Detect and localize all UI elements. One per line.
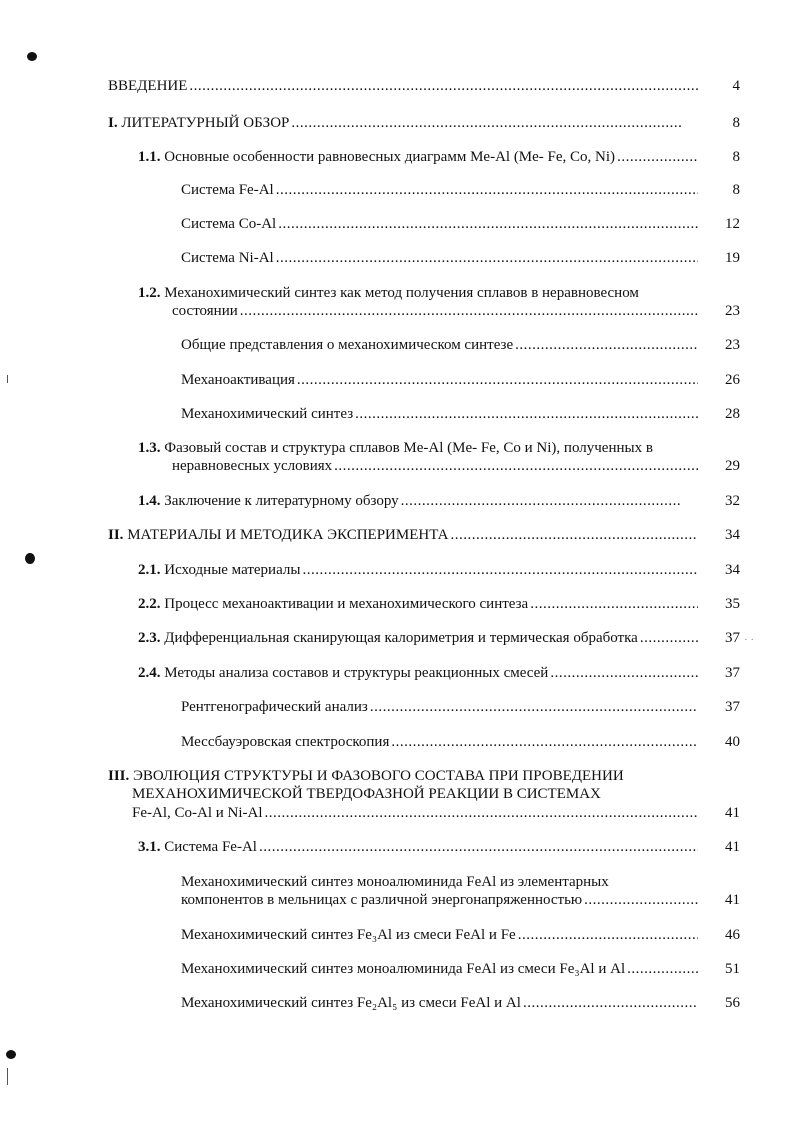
toc-entry-ni-al[interactable] (181, 249, 700, 267)
toc-entry-number: 1.3. (138, 440, 161, 456)
toc-entry-number: I. (108, 115, 118, 131)
toc-entry-1-2-cont[interactable] (172, 302, 700, 320)
toc-entry-title: Исходные материалы (164, 562, 301, 578)
toc-entry-page: 12 (725, 216, 740, 232)
toc-entry-title: Механоактивация (181, 372, 295, 388)
toc-entry-title: ЭВОЛЮЦИЯ СТРУКТУРЫ И ФАЗОВОГО СОСТАВА ПРИ ПРОВЕДЕНИИ (133, 768, 624, 784)
toc-entry-page: 19 (725, 250, 740, 266)
toc-entry-title: Рентгенографический анализ (181, 699, 368, 715)
toc-entry-ch2[interactable] (108, 526, 700, 544)
leader-dots (297, 371, 698, 389)
leader-dots (518, 926, 698, 944)
toc-entry-fe2al5[interactable] (181, 994, 700, 1012)
toc-entry-page: 34 (725, 562, 740, 578)
toc-entry-title-cont: неравновесных условиях (172, 458, 333, 474)
toc-entry-feal-elements[interactable] (181, 873, 609, 891)
toc-entry-title: Механохимический синтез моноалюминида FeAl из элементарных (181, 874, 609, 890)
toc-entry-page: 29 (725, 458, 740, 474)
toc-entry-1-1[interactable] (138, 148, 700, 166)
toc-entry-page: 34 (725, 527, 740, 543)
toc-entry-page: 8 (732, 182, 740, 198)
toc-entry-number: III. (108, 768, 130, 784)
toc-entry-title: Механохимический синтез как метод получения сплавов в неравновесном (164, 285, 639, 301)
scan-mark-top (27, 52, 37, 61)
toc-entry-number: 1.2. (138, 285, 161, 301)
toc-entry-title: Система Fe-Al (164, 839, 257, 855)
toc-entry-page: 23 (725, 303, 740, 319)
toc-entry-title: Система Ni-Al (181, 250, 274, 266)
scan-line-bottom (7, 1068, 8, 1085)
toc-entry-number: 2.4. (138, 665, 161, 681)
leader-dots (291, 114, 682, 132)
toc-entry-title: Мессбауэровская спектроскопия (181, 734, 390, 750)
leader-dots (523, 994, 698, 1012)
leader-dots (278, 215, 698, 233)
scan-mark-middle (25, 553, 35, 564)
leader-dots (302, 561, 698, 579)
leader-dots (515, 336, 698, 354)
toc-entry-title: Механохимический синтез моноалюминида FeAl из смеси Fe₃Al и Al (181, 961, 626, 977)
leader-dots (401, 492, 682, 510)
scan-line-left (7, 375, 8, 383)
toc-entry-page: 37 (725, 699, 740, 715)
toc-entry-title: Методы анализа составов и структуры реакционных смесей (164, 665, 549, 681)
leader-dots (640, 629, 698, 647)
toc-entry-title: ЛИТЕРАТУРНЫЙ ОБЗОР (121, 115, 290, 131)
toc-entry-page: 41 (725, 892, 740, 908)
toc-entry-3-1[interactable] (138, 838, 700, 856)
toc-entry-feal-elements-cont[interactable] (181, 891, 700, 909)
toc-entry-feal-from-fe3al[interactable] (181, 960, 700, 978)
toc-entry-page: 32 (725, 493, 740, 509)
toc-entry-page: 40 (725, 734, 740, 750)
leader-dots (617, 148, 698, 166)
toc-entry-title: Механохимический синтез Fe₂Al₅ из смеси FeAl и Al (181, 995, 521, 1011)
toc-entry-title-cont: состоянии (172, 303, 238, 319)
toc-entry-title: Дифференциальная сканирующая калориметрия и термическая обработка (164, 630, 638, 646)
toc-entry-1-4[interactable] (138, 492, 684, 510)
toc-entry-ch3-line2[interactable] (132, 785, 601, 803)
toc-entry-2-1[interactable] (138, 561, 700, 579)
leader-dots (584, 891, 698, 909)
toc-entry-page: 46 (725, 927, 740, 943)
toc-entry-fe3al[interactable] (181, 926, 700, 944)
toc-entry-page: 37 (725, 630, 740, 646)
toc-entry-page: 37 (725, 665, 740, 681)
leader-dots (391, 733, 698, 751)
toc-entry-title: Механохимический синтез (181, 406, 354, 422)
toc-entry-title: Заключение к литературному обзору (164, 493, 399, 509)
toc-entry-title: ВВЕДЕНИЕ (108, 78, 188, 94)
toc-entry-title-cont: компонентов в мельницах с различной энергонапряженностью (181, 892, 583, 908)
leader-dots (334, 457, 698, 475)
toc-entry-title: Система Co-Al (181, 216, 277, 232)
toc-entry-title: Механохимический синтез Fe₃Al из смеси FeAl и Fe (181, 927, 516, 943)
scan-mark-bottom (6, 1050, 16, 1059)
toc-entry-2-2[interactable] (138, 595, 700, 613)
toc-entry-number: 1.4. (138, 493, 161, 509)
toc-entry-2-3[interactable] (138, 629, 700, 647)
toc-entry-page: 35 (725, 596, 740, 612)
toc-entry-title-cont: МЕХАНОХИМИЧЕСКОЙ ТВЕРДОФАЗНОЙ РЕАКЦИИ В СИСТЕМАХ (132, 786, 601, 802)
toc-entry-page: 26 (725, 372, 740, 388)
leader-dots (265, 804, 698, 822)
toc-entry-xray[interactable] (181, 698, 700, 716)
leader-dots (355, 405, 698, 423)
toc-entry-number: 2.3. (138, 630, 161, 646)
leader-dots (276, 181, 698, 199)
leader-dots (450, 526, 698, 544)
toc-entry-intro[interactable] (108, 77, 700, 95)
toc-entry-number: 2.1. (138, 562, 161, 578)
leader-dots (259, 838, 698, 856)
leader-dots (240, 302, 698, 320)
toc-entry-1-3-cont[interactable] (172, 457, 700, 475)
toc-entry-page: 28 (725, 406, 740, 422)
leader-dots (530, 595, 698, 613)
toc-entry-page: 23 (725, 337, 740, 353)
toc-entry-co-al[interactable] (181, 215, 700, 233)
toc-entry-title: Общие представления о механохимическом синтезе (181, 337, 514, 353)
toc-entry-title: Фазовый состав и структура сплавов Me-Al (Me- Fe, Co и Ni), полученных в (164, 440, 653, 456)
toc-entry-number: 3.1. (138, 839, 161, 855)
toc-entry-general[interactable] (181, 336, 700, 354)
leader-dots (276, 249, 698, 267)
toc-entry-page: 8 (732, 115, 740, 131)
leader-dots (370, 698, 698, 716)
toc-entry-page: 41 (725, 839, 740, 855)
toc-entry-title: Система Fe-Al (181, 182, 274, 198)
toc-entry-1-3[interactable] (138, 439, 653, 457)
scan-artifact: · · (744, 634, 755, 646)
toc-entry-title: Процесс механоактивации и механохимического синтеза (164, 596, 529, 612)
toc-entry-1-2[interactable] (138, 284, 639, 302)
toc-entry-page: 8 (732, 149, 740, 165)
toc-entry-page: 51 (725, 961, 740, 977)
toc-entry-title: Основные особенности равновесных диаграмм Me-Al (Me- Fe, Co, Ni) (164, 149, 616, 165)
toc-entry-fe-al[interactable] (181, 181, 700, 199)
toc-entry-mechanosynthesis[interactable] (181, 405, 700, 423)
toc-entry-page: 41 (725, 805, 740, 821)
toc-entry-title-cont: Fe-Al, Co-Al и Ni-Al (132, 805, 263, 821)
leader-dots (550, 664, 698, 682)
toc-entry-ch3-line3[interactable] (132, 804, 700, 822)
toc-entry-page: 4 (732, 78, 740, 94)
leader-dots (627, 960, 698, 978)
leader-dots (189, 77, 698, 95)
toc-entry-2-4[interactable] (138, 664, 700, 682)
toc-entry-ch1[interactable] (108, 114, 684, 132)
toc-entry-number: 1.1. (138, 149, 161, 165)
toc-entry-title: МАТЕРИАЛЫ И МЕТОДИКА ЭКСПЕРИМЕНТА (127, 527, 449, 543)
toc-entry-number: II. (108, 527, 124, 543)
toc-entry-number: 2.2. (138, 596, 161, 612)
toc-entry-mechanoactivation[interactable] (181, 371, 700, 389)
toc-entry-ch3[interactable] (108, 767, 624, 785)
toc-entry-mossbauer[interactable] (181, 733, 700, 751)
toc-entry-page: 56 (725, 995, 740, 1011)
